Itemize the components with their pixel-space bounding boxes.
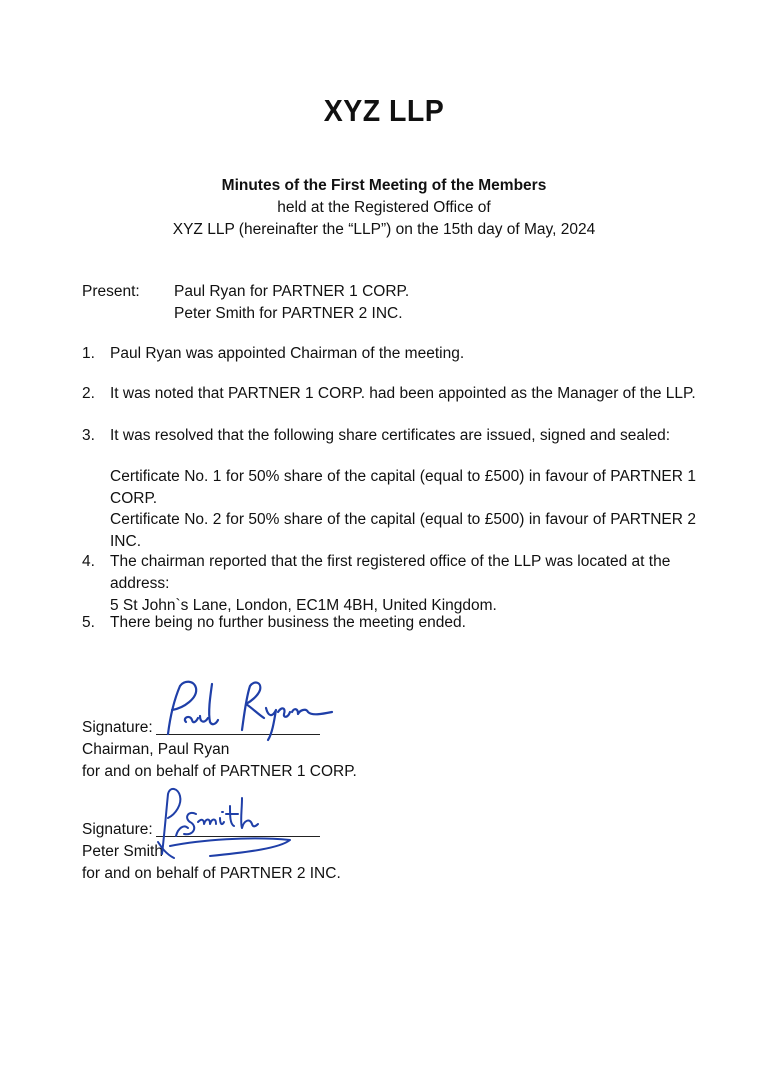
present-label: Present: [82, 283, 140, 300]
attendee-list [174, 281, 409, 325]
item-number: 3. [82, 427, 95, 444]
office-address: 5 St John`s Lane, London, EC1M 4BH, United Kingdom. [110, 597, 497, 614]
certificate-1: Certificate No. 1 for 50% share of the capital (equal to £500) in favour of PARTNER 1 CORP. [110, 468, 696, 507]
attendee-2: Peter Smith for PARTNER 2 INC. [174, 305, 403, 322]
item-text: There being no further business the meeting ended. [110, 614, 466, 631]
signature-label: Signature: [82, 719, 153, 736]
item-number: 1. [82, 345, 95, 362]
item-text-block [110, 551, 696, 617]
item-number: 2. [82, 385, 95, 402]
meeting-heading [0, 175, 768, 241]
heading-line-2: held at the Registered Office of [277, 199, 491, 216]
heading-line-1: Minutes of the First Meeting of the Members [221, 177, 547, 194]
attendee-1: Paul Ryan for PARTNER 1 CORP. [174, 283, 410, 300]
item-text: It was resolved that the following share certificates are issued, signed and sealed: [110, 427, 671, 444]
heading-line-3: XYZ LLP (hereinafter the “LLP”) on the 15th day of May, 2024 [172, 221, 596, 238]
item-text: Paul Ryan was appointed Chairman of the meeting. [110, 345, 465, 362]
item-number: 5. [82, 614, 95, 631]
signer-name: Chairman, Paul Ryan [82, 741, 230, 758]
signature-label: Signature: [82, 821, 153, 838]
item-text: The chairman reported that the first registered office of the LLP was located at the address: [110, 553, 671, 592]
signer-behalf: for and on behalf of PARTNER 2 INC. [82, 865, 341, 882]
certificate-2: Certificate No. 2 for 50% share of the capital (equal to £500) in favour of PARTNER 2 INC. [110, 511, 696, 550]
signer-name: Peter Smith [82, 843, 163, 860]
signature-paul-ryan-icon [160, 678, 340, 744]
document-title: XYZ LLP [323, 93, 445, 128]
signer-behalf: for and on behalf of PARTNER 1 CORP. [82, 763, 357, 780]
item-number: 4. [82, 553, 95, 570]
signature-peter-smith-icon [140, 784, 310, 864]
item-text: It was noted that PARTNER 1 CORP. had been appointed as the Manager of the LLP. [110, 385, 696, 402]
